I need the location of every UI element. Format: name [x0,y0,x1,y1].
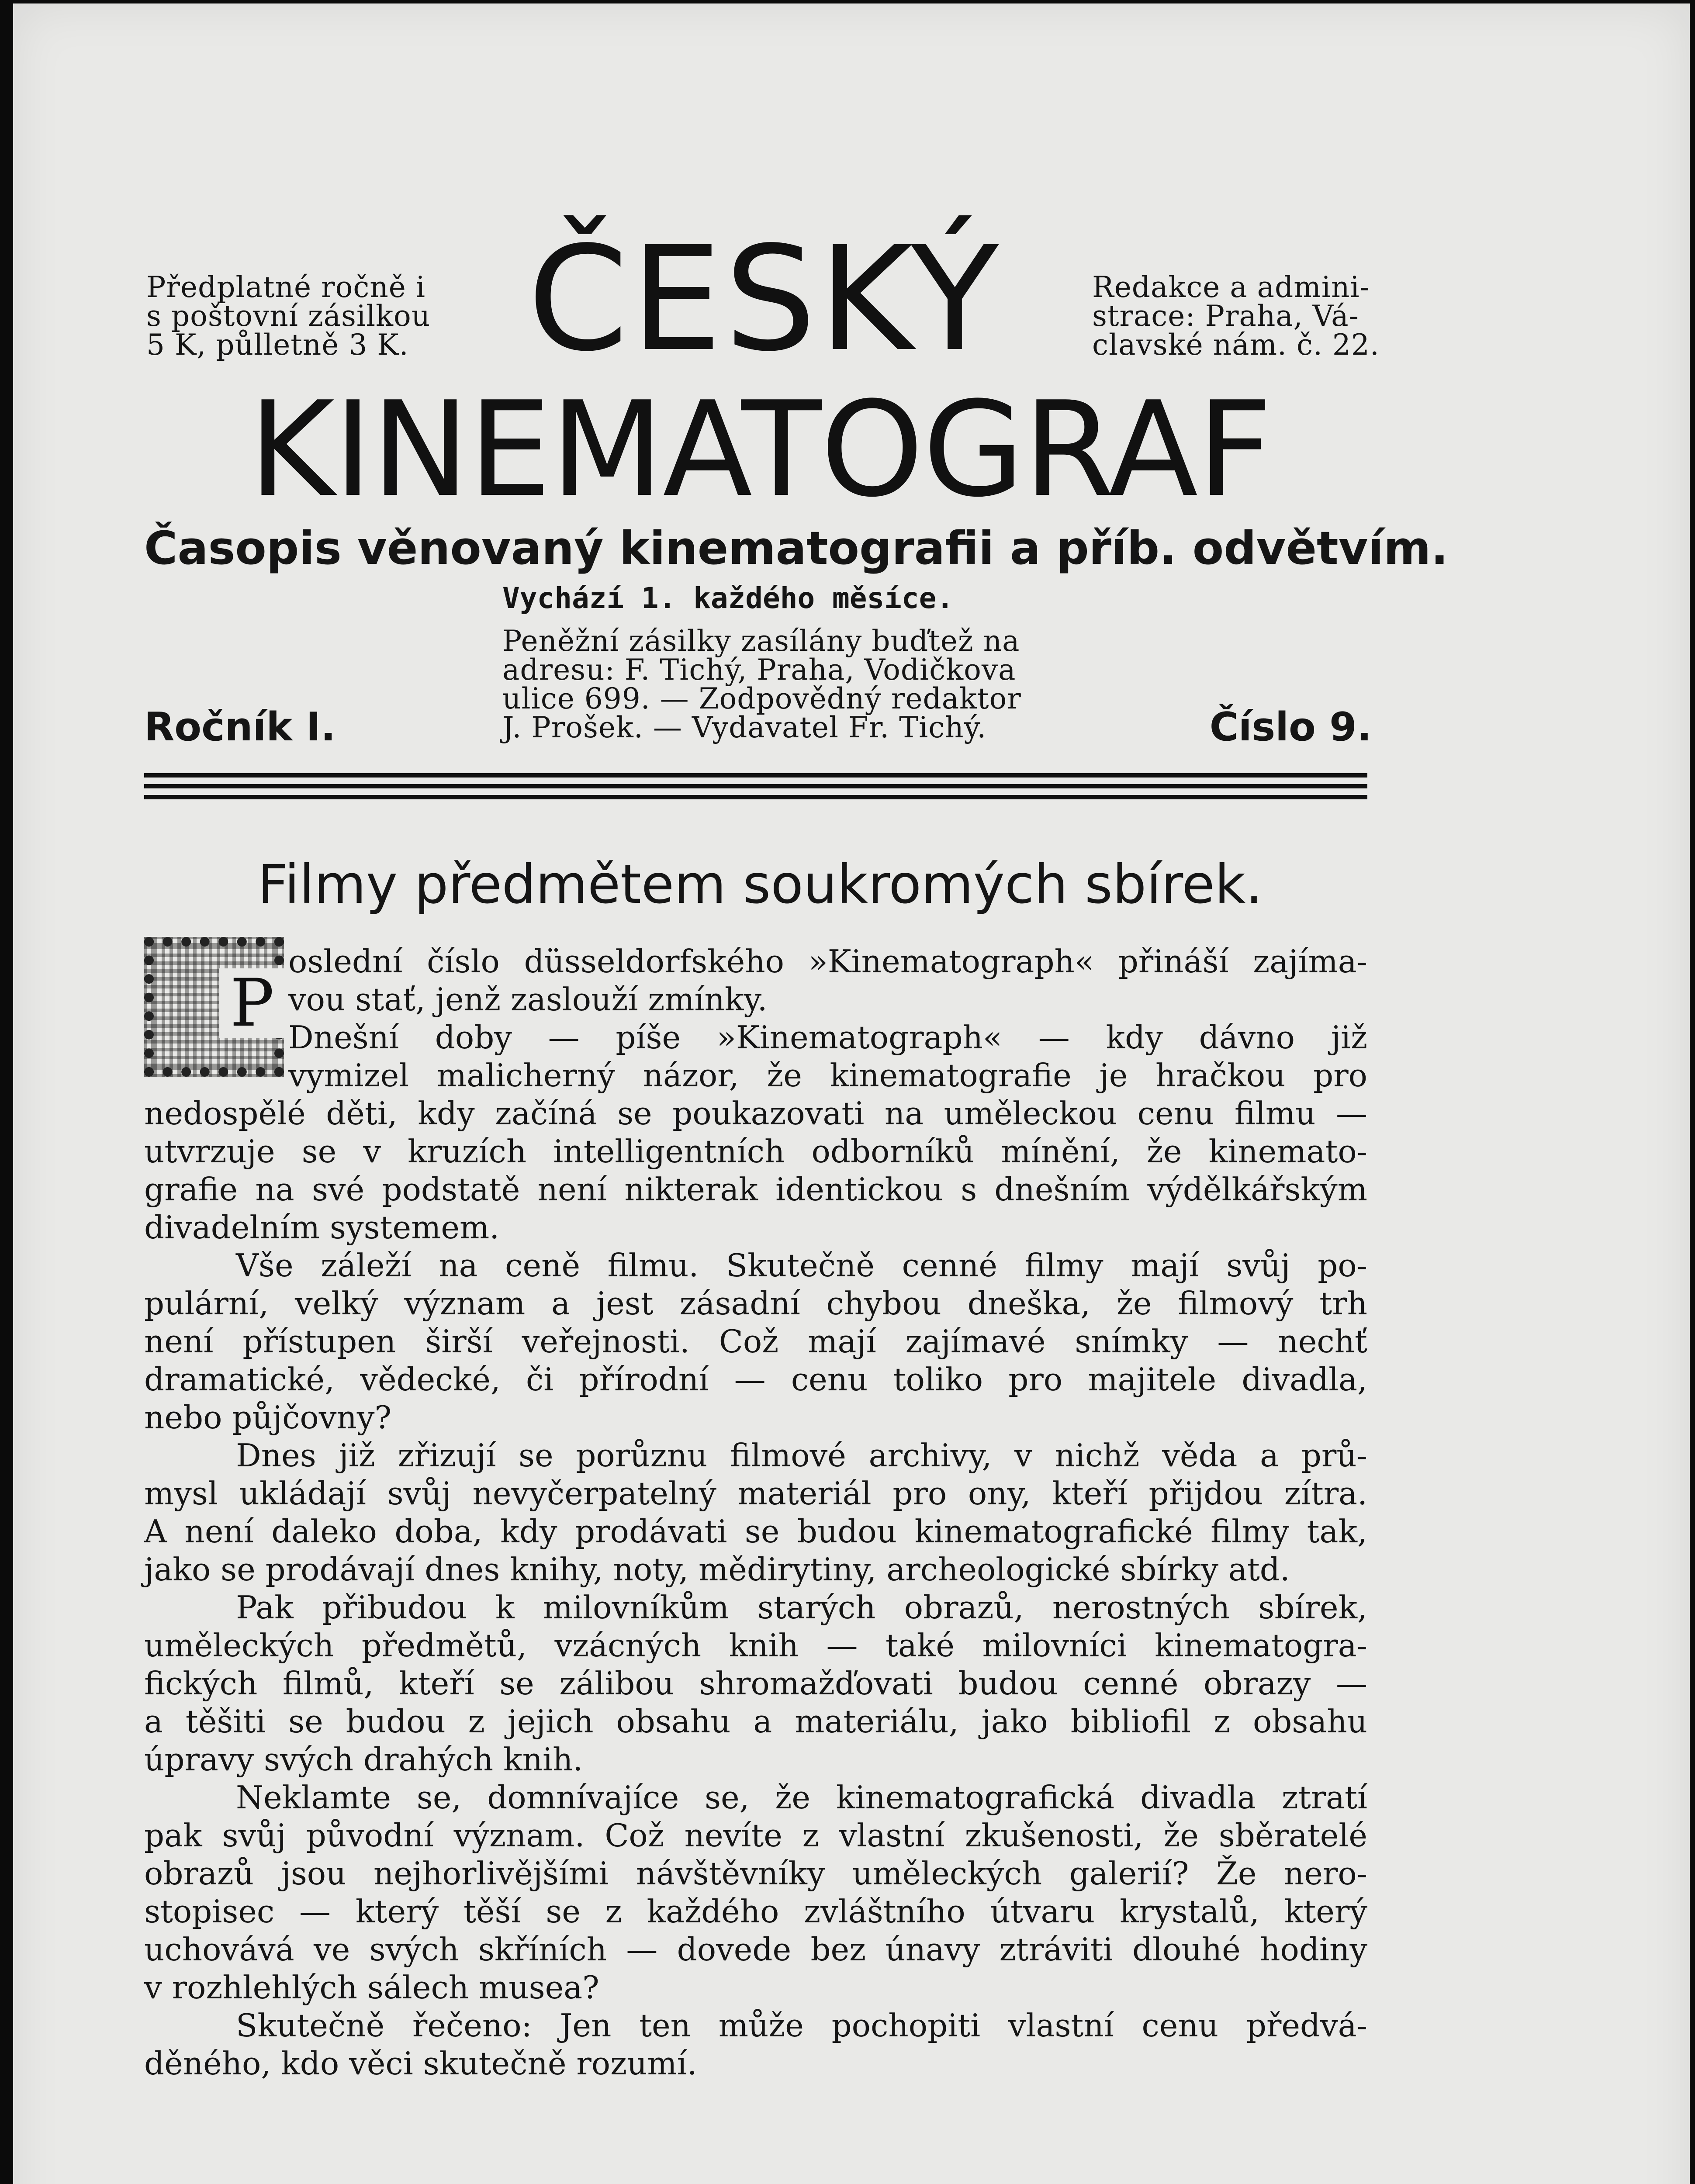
body-line: oslední číslo düsseldorfského »Kinematograph« přináší zajíma- [288,943,1367,980]
body-line: jako se prodávají dnes knihy, noty, mědirytiny, archeologické sbírky atd. [144,1551,1290,1588]
body-line: obrazů jsou nejhorlivějšími návštěvníky uměleckých galerií? Že nero- [144,1855,1367,1892]
body-line: úpravy svých drahých knih. [144,1741,583,1778]
drop-cap-letter: P [219,968,285,1038]
volume-label: Ročník I. [144,704,336,750]
body-line: pulární, velký význam a jest zásadní chybou dneška, že filmový trh [144,1285,1367,1322]
editorial-line: Redakce a admini- [1092,270,1370,304]
body-line: mysl ukládají svůj nevyčerpatelný materiál pro ony, kteří přijdou zítra. [144,1475,1367,1512]
article-title: Filmy předmětem soukromých sbírek. [257,854,1263,916]
article-body [144,943,1367,2083]
body-line: Dnes již zřizují se porůznu filmové archivy, v nichž věda a prů- [236,1437,1367,1474]
subscription-info [146,270,431,362]
payment-info [502,624,1027,744]
payment-line: adresu: F. Tichý, Praha, Vodičkova [502,653,1016,687]
body-line: fických filmů, kteří se zálibou shromažďovati budou cenné obrazy — [144,1665,1367,1702]
body-line: vou stať, jenž zaslouží zmínky. [288,981,768,1018]
body-line: Pak přibudou k milovníkům starých obrazů, nerostných sbírek, [236,1589,1367,1626]
body-line: divadelním systemem. [144,1209,500,1246]
publication-schedule: Vychází 1. každého měsíce. [502,581,954,615]
body-line: utvrzuje se v kruzích intelligentních odborníků mínění, že kinemato- [144,1133,1367,1170]
masthead-subtitle: Časopis věnovaný kinematografii a příb. odvětvím. [144,522,1449,575]
body-line: vymizel malicherný názor, že kinematografie je hračkou pro [288,1057,1367,1094]
body-line: není přístupen širší veřejnosti. Což mají zajímavé snímky — nechť [144,1323,1367,1360]
body-line: Vše záleží na ceně filmu. Skutečně cenné filmy mají svůj po- [236,1247,1367,1284]
body-line: pak svůj původní význam. Což nevíte z vlastní zkušenosti, že sběratelé [144,1817,1367,1854]
divider-rule [144,795,1367,799]
editorial-line: clavské nám. č. 22. [1092,328,1380,362]
issue-label: Číslo 9. [1209,704,1372,750]
body-line: a těšiti se budou z jejich obsahu a materiálu, jako bibliofil z obsahu [144,1703,1367,1740]
subscription-line: Předplatné ročně i [146,270,425,304]
masthead-title-line1: ČESKÝ [527,215,1002,383]
body-line: v rozhlehlých sálech musea? [144,1969,599,2006]
body-line: nebo půjčovny? [144,1399,392,1436]
body-line: A není daleko doba, kdy prodávati se budou kinematografické filmy tak, [144,1513,1367,1550]
body-line: uchovává ve svých skříních — dovede bez únavy ztráviti dlouhé hodiny [144,1931,1367,1968]
editorial-office-info [1092,270,1380,362]
payment-line: ulice 699. — Zodpovědný redaktor [502,682,1021,715]
subscription-line: s poštovní zásilkou [146,299,431,333]
payment-line: Peněžní zásilky zasílány buďtež na [502,624,1020,658]
body-line: uměleckých předmětů, vzácných knih — také milovníci kinematogra- [144,1627,1367,1664]
body-line: dramatické, vědecké, či přírodní — cenu toliko pro majitele divadla, [144,1361,1367,1398]
editorial-line: strace: Praha, Vá- [1092,299,1359,333]
body-line: nedospělé děti, kdy začíná se poukazovati na uměleckou cenu filmu — [144,1095,1367,1132]
payment-line: J. Prošek. — Vydavatel Fr. Tichý. [502,711,987,744]
divider-rule [144,784,1367,788]
masthead-title-line2: KINEMATOGRAF [249,373,1272,526]
body-line: grafie na své podstatě není nikterak identickou s dnešním výdělkářským [144,1171,1367,1208]
body-line: Neklamte se, domnívajíce se, že kinematografická divadla ztratí [236,1779,1367,1816]
divider-rule [144,773,1367,778]
subscription-line: 5 K, půlletně 3 K. [146,328,409,362]
body-line: stopisec — který těší se z každého zvláštního útvaru krystalů, který [144,1893,1367,1930]
body-line: Dnešní doby — píše »Kinematograph« — kdy dávno již [288,1019,1367,1056]
body-line: děného, kdo věci skutečně rozumí. [144,2045,697,2082]
body-line: Skutečně řečeno: Jen ten může pochopiti vlastní cenu předvá- [236,2007,1367,2044]
